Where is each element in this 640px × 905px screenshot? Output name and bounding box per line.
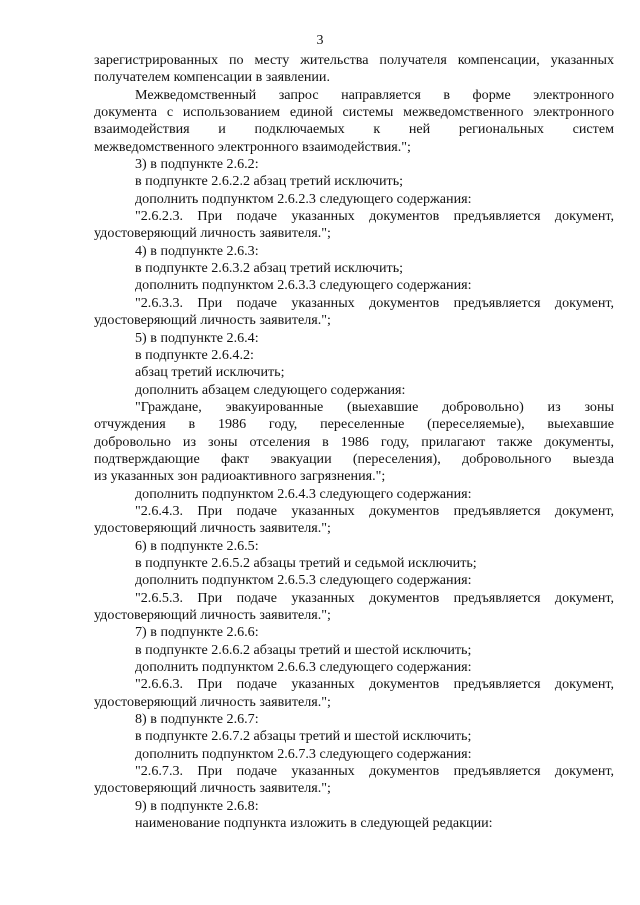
text-line: дополнить абзацем следующего содержания: — [135, 381, 406, 398]
text-line: зарегистрированных по месту жительства получателя компенсации, указанных — [94, 52, 614, 68]
text-line: наименование подпункта изложить в следующей редакции: — [135, 815, 493, 832]
text-line: 9) в подпункте 2.6.8: — [135, 797, 259, 814]
text-line: 6) в подпункте 2.6.5: — [135, 537, 259, 554]
text-line: дополнить подпунктом 2.6.4.3 следующего содержания: — [135, 485, 472, 502]
text-line: в подпункте 2.6.6.2 абзацы третий и шестой исключить; — [135, 641, 472, 658]
text-line: "Граждане, эвакуированные (выехавшие добровольно) из зоны — [135, 398, 614, 415]
text-line: в подпункте 2.6.4.2: — [135, 346, 254, 363]
text-line: дополнить подпунктом 2.6.7.3 следующего содержания: — [135, 745, 472, 762]
text-line: дополнить подпунктом 2.6.6.3 следующего содержания: — [135, 659, 472, 676]
text-line: подтверждающие факт эвакуации (переселения), добровольного выезда — [94, 450, 614, 467]
text-line: 4) в подпункте 2.6.3: — [135, 242, 259, 259]
text-line: 5) в подпункте 2.6.4: — [135, 329, 259, 346]
text-line: "2.6.5.3. При подаче указанных документов предъявляется документ, — [135, 589, 614, 606]
text-line: из указанных зон радиоактивного загрязнения."; — [94, 468, 386, 485]
text-line: удостоверяющий личность заявителя."; — [94, 780, 331, 797]
text-line: удостоверяющий личность заявителя."; — [94, 693, 331, 710]
text-line: удостоверяющий личность заявителя."; — [94, 520, 331, 537]
text-line: добровольно из зоны отселения в 1986 году, прилагают также документы, — [94, 433, 614, 450]
text-line: удостоверяющий личность заявителя."; — [94, 312, 331, 329]
text-line: "2.6.7.3. При подаче указанных документов предъявляется документ, — [135, 763, 614, 780]
text-line: получателем компенсации в заявлении. — [94, 69, 331, 86]
text-line: 3) в подпункте 2.6.2: — [135, 156, 259, 173]
text-line: "2.6.4.3. При подаче указанных документов предъявляется документ, — [135, 502, 614, 519]
text-line: "2.6.2.3. При подаче указанных документов предъявляется документ, — [135, 208, 614, 225]
text-line: 8) в подпункте 2.6.7: — [135, 711, 259, 728]
text-line: Межведомственный запрос направляется в форме электронного — [135, 86, 614, 103]
text-line: 7) в подпункте 2.6.6: — [135, 624, 259, 641]
text-line: "2.6.6.3. При подаче указанных документов предъявляется документ, — [135, 676, 614, 693]
text-line: в подпункте 2.6.5.2 абзацы третий и седьмой исключить; — [135, 554, 477, 571]
text-line: дополнить подпунктом 2.6.5.3 следующего содержания: — [135, 572, 472, 589]
text-line: удостоверяющий личность заявителя."; — [94, 225, 331, 242]
text-line: дополнить подпунктом 2.6.3.3 следующего содержания: — [135, 277, 472, 294]
page-number: 3 — [316, 33, 324, 48]
text-line: взаимодействия и подключаемых к ней региональных систем — [94, 121, 614, 138]
text-line: дополнить подпунктом 2.6.2.3 следующего содержания: — [135, 190, 472, 207]
text-line: отчуждения в 1986 году, переселенные (переселяемые), выехавшие — [94, 416, 614, 433]
text-line: документа с использованием единой системы межведомственного электронного — [94, 104, 614, 121]
text-line: в подпункте 2.6.3.2 абзац третий исключить; — [135, 260, 404, 277]
text-line: межведомственного электронного взаимодействия."; — [94, 138, 411, 155]
text-line: в подпункте 2.6.2.2 абзац третий исключить; — [135, 173, 404, 190]
document-body — [94, 52, 614, 832]
text-line: абзац третий исключить; — [135, 364, 285, 381]
text-line: "2.6.3.3. При подаче указанных документов предъявляется документ, — [135, 294, 614, 311]
text-line: удостоверяющий личность заявителя."; — [94, 607, 331, 623]
text-line: в подпункте 2.6.7.2 абзацы третий и шестой исключить; — [135, 728, 472, 745]
